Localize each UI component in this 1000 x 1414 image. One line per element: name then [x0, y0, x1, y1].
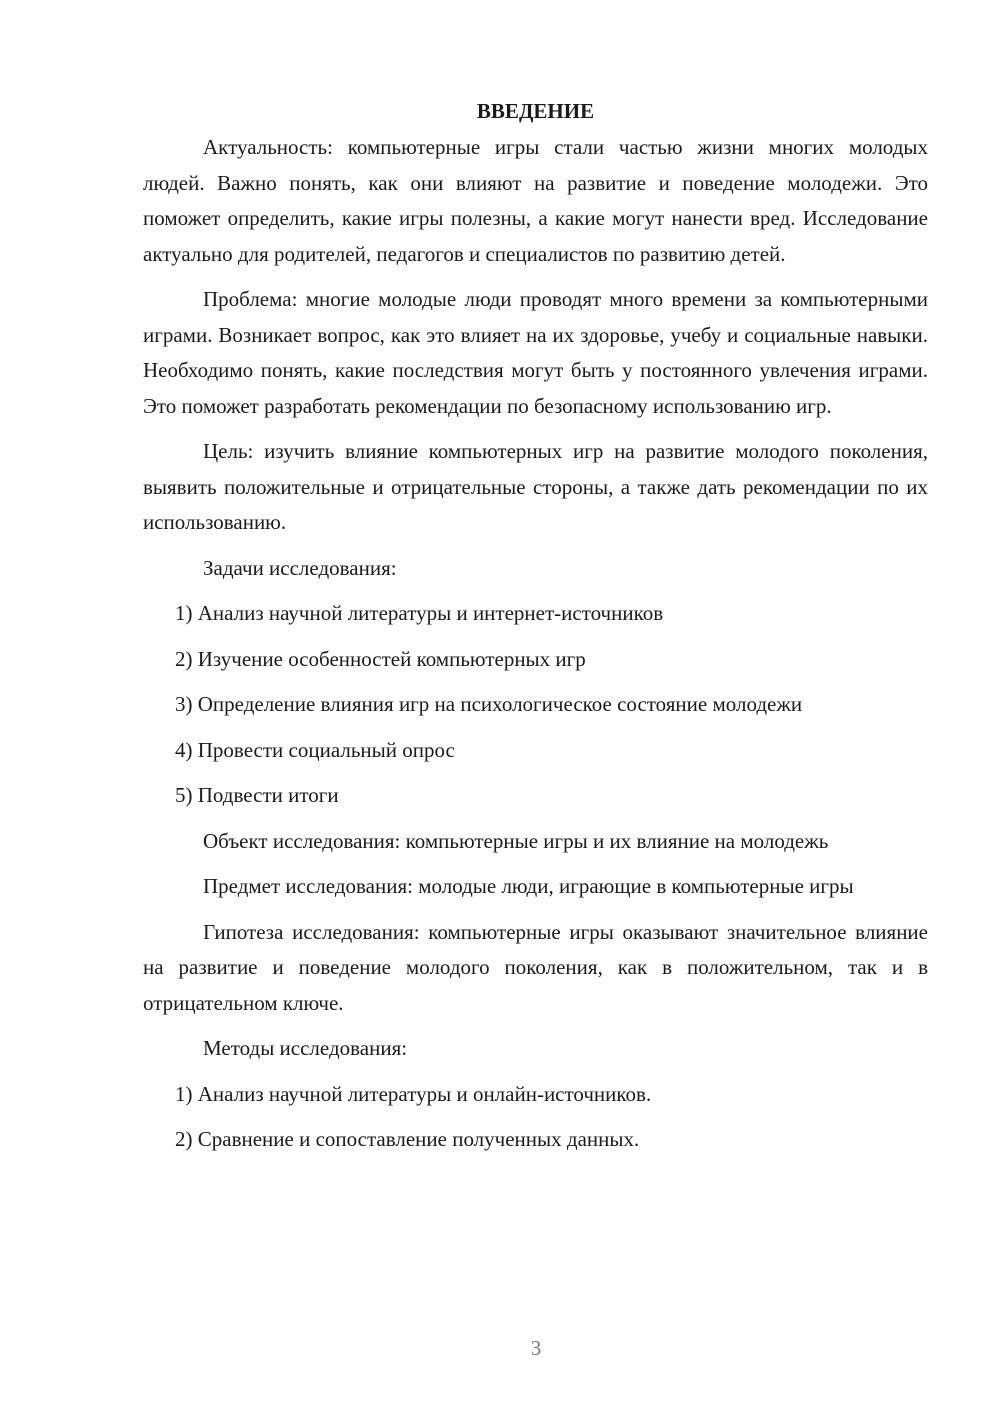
methods-list: [143, 1077, 928, 1158]
document-page: [143, 96, 928, 1168]
task-item: 3) Определение влияния игр на психологическое состояние молодежи: [175, 692, 803, 716]
object-paragraph: Объект исследования: компьютерные игры и их влияние на молодежь: [203, 828, 829, 853]
task-item: 4) Провести социальный опрос: [175, 737, 455, 762]
method-item: 1) Анализ научной литературы и онлайн-источников.: [175, 1081, 652, 1106]
relevance-paragraph: Актуальность: компьютерные игры стали частью жизни многих молодых людей. Важно понять, как они влияют на развитие и поведение молодежи. Это поможет определить, какие игры полезны, а какие могут нанести вред. Исследование актуально для родителей, педагогов и специалистов по развитию детей.: [143, 135, 928, 266]
task-item: 5) Подвести итоги: [175, 783, 339, 807]
task-item: 1) Анализ научной литературы и интернет-источников: [175, 601, 664, 625]
subject-paragraph: Предмет исследования: молодые люди, играющие в компьютерные игры: [203, 874, 854, 898]
problem-paragraph: Проблема: многие молодые люди проводят много времени за компьютерными играми. Возникает вопрос, как это влияет на их здоровье, учебу и социальные навыки. Необходимо понять, какие последствия могут быть у постоянного увлечения играми. Это поможет разработать рекомендации по безопасному использованию игр.: [143, 287, 928, 418]
page-number: 3: [530, 1336, 542, 1360]
method-item: 2) Сравнение и сопоставление полученных данных.: [175, 1127, 640, 1151]
tasks-heading: Задачи исследования:: [203, 555, 397, 580]
goal-paragraph: Цель: изучить влияние компьютерных игр на развитие молодого поколения, выявить положительные и отрицательные стороны, а также дать рекомендации по их использованию.: [143, 439, 928, 534]
tasks-list: [143, 596, 928, 814]
task-item: 2) Изучение особенностей компьютерных игр: [175, 646, 586, 671]
page-title: ВВЕДЕНИЕ: [476, 99, 595, 123]
methods-heading: Методы исследования:: [203, 1036, 408, 1060]
hypothesis-paragraph: Гипотеза исследования: компьютерные игры оказывают значительное влияние на развитие и поведение молодого поколения, как в положительном, так и в отрицательном ключе.: [143, 919, 928, 1015]
